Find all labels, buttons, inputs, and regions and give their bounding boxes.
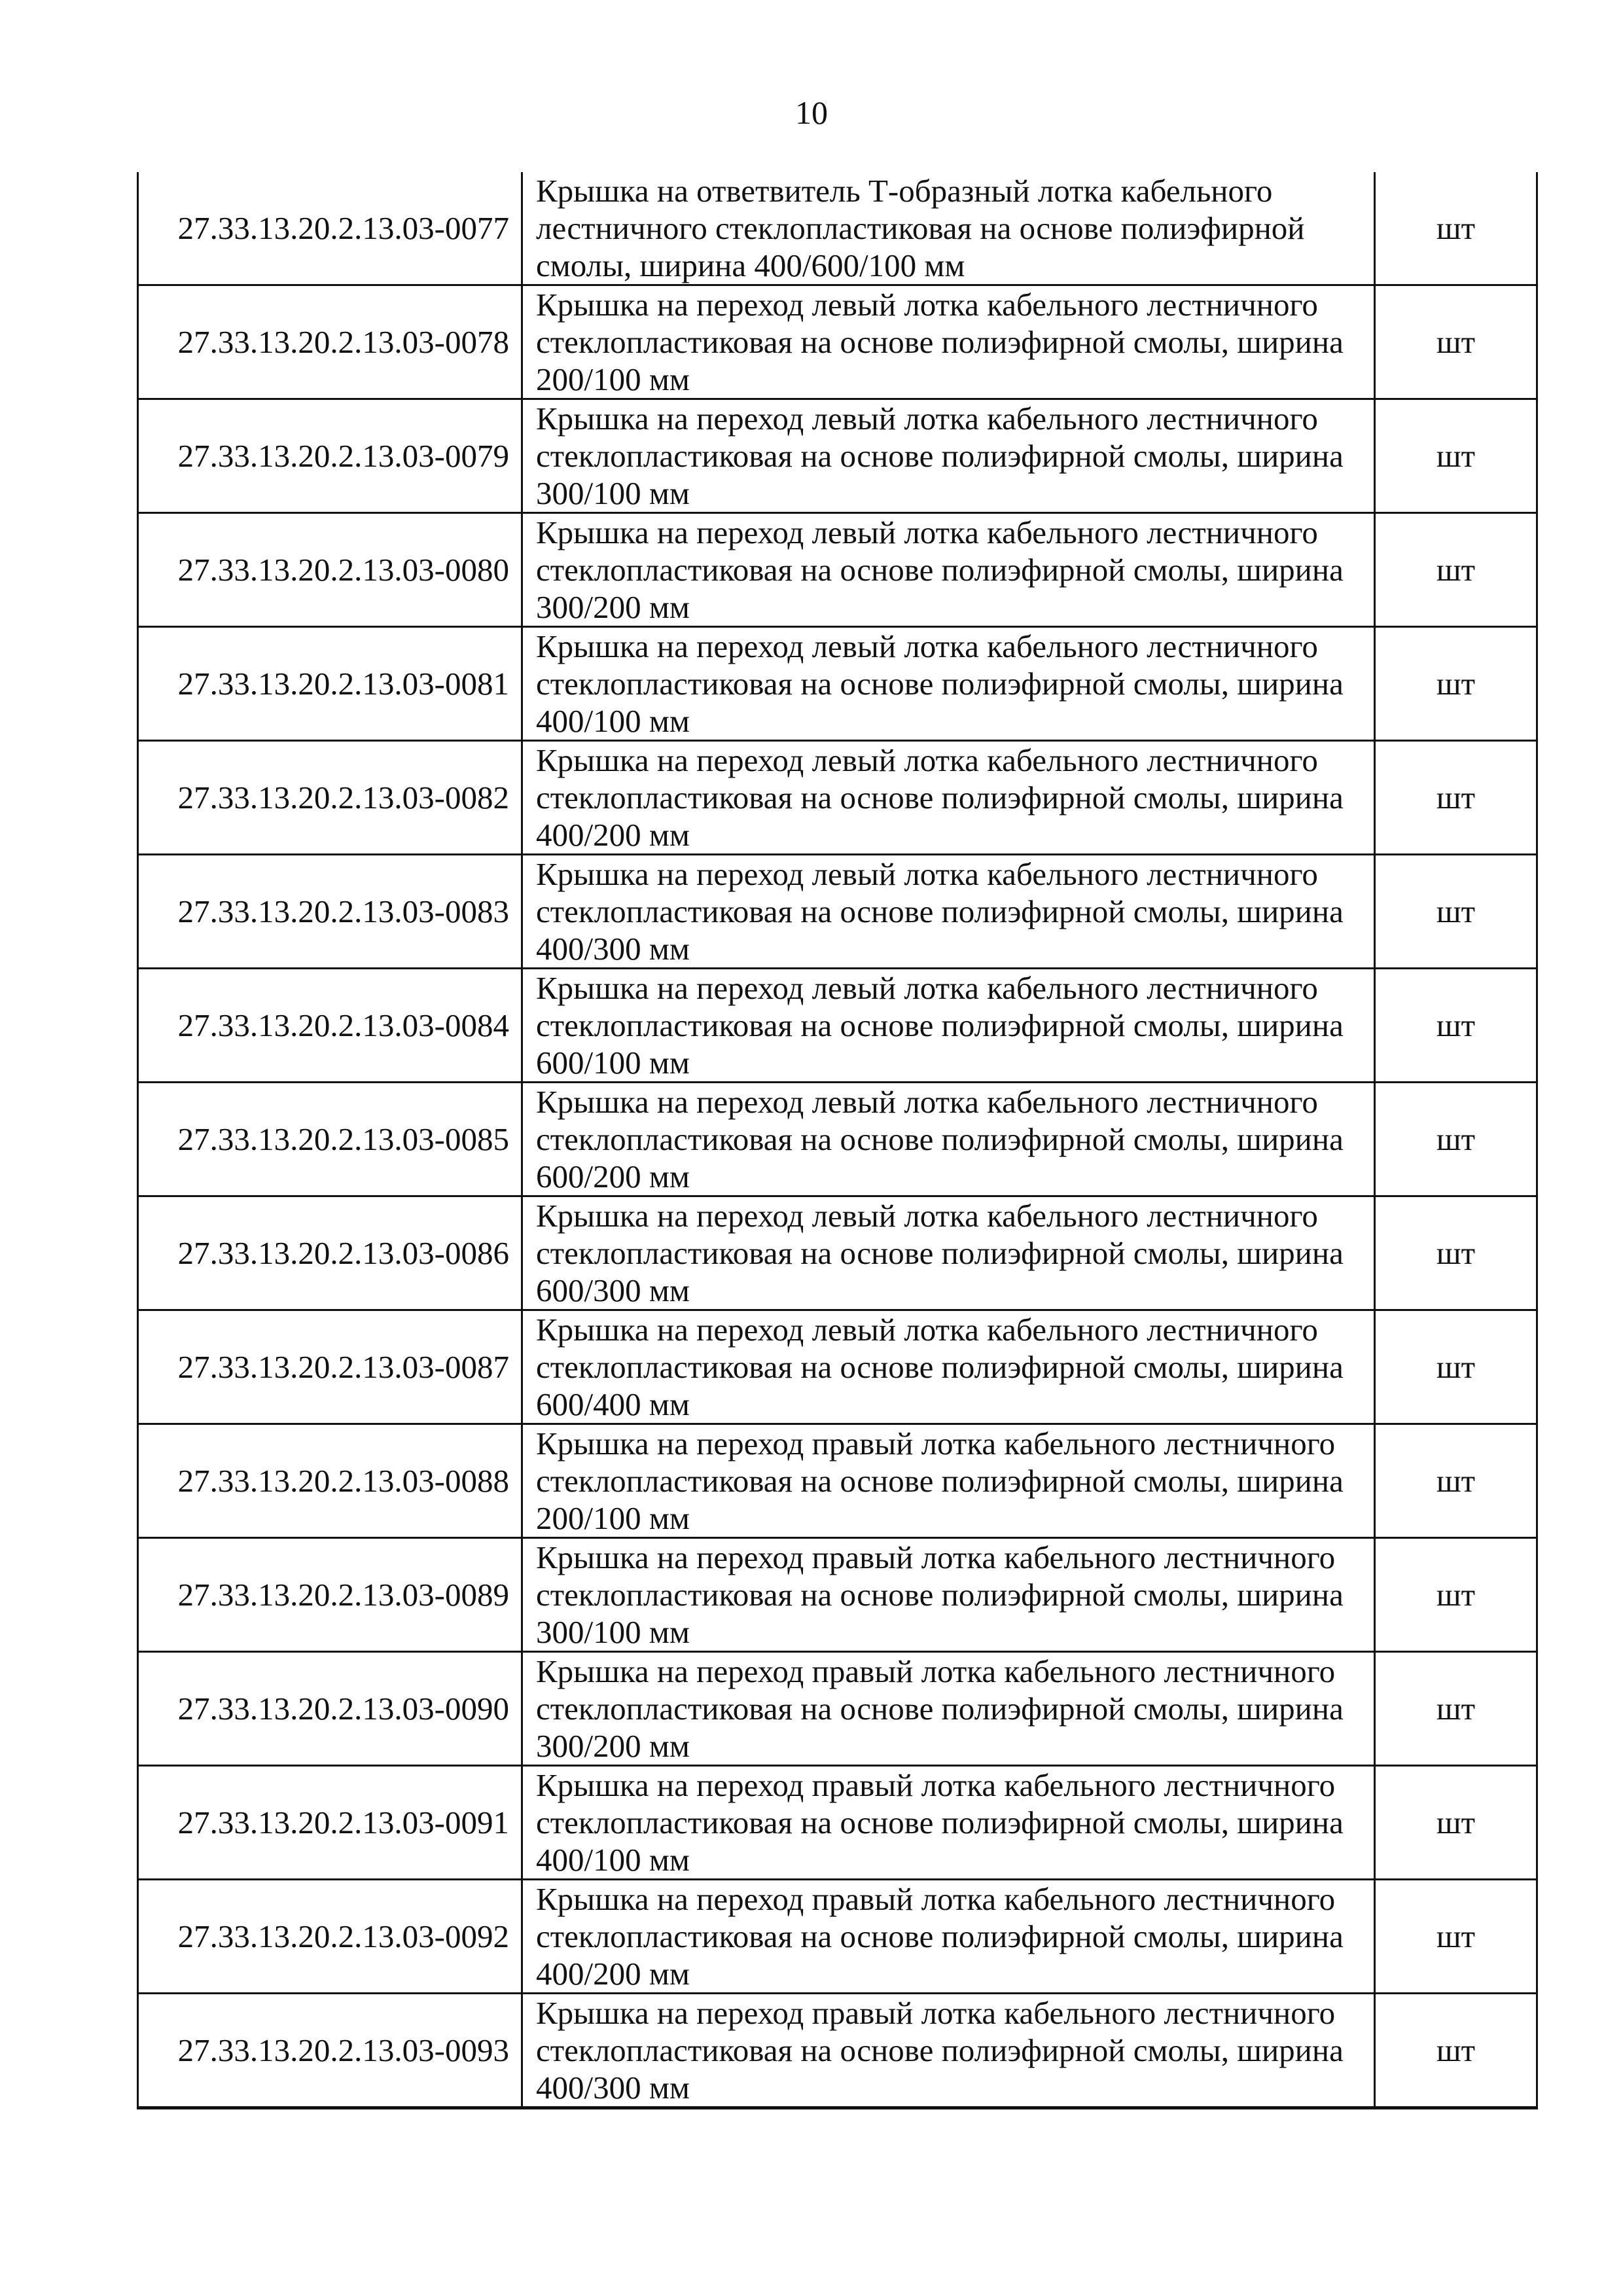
table-row [138,855,1537,969]
item-unit: шт [1375,1652,1537,1766]
item-unit: шт [1375,1083,1537,1196]
item-description: Крышка на переход правый лотка кабельного лестничного стеклопластиковая на основе полиэфирной смолы, ширина 400/300 мм [522,1994,1375,2108]
item-code: 27.33.13.20.2.13.03-0088 [138,1424,522,1538]
item-code: 27.33.13.20.2.13.03-0090 [138,1652,522,1766]
item-unit: шт [1375,513,1537,627]
table-row [138,969,1537,1083]
item-unit: шт [1375,1880,1537,1994]
item-code: 27.33.13.20.2.13.03-0092 [138,1880,522,1994]
table-row [138,285,1537,399]
item-code: 27.33.13.20.2.13.03-0089 [138,1538,522,1652]
item-description: Крышка на переход правый лотка кабельного лестничного стеклопластиковая на основе полиэфирной смолы, ширина 300/100 мм [522,1538,1375,1652]
table-row [138,741,1537,855]
item-unit: шт [1375,1538,1537,1652]
item-code: 27.33.13.20.2.13.03-0087 [138,1310,522,1424]
item-description: Крышка на переход левый лотка кабельного лестничного стеклопластиковая на основе полиэфирной смолы, ширина 600/300 мм [522,1196,1375,1310]
table-row [138,1310,1537,1424]
item-unit: шт [1375,172,1537,285]
item-description: Крышка на переход правый лотка кабельного лестничного стеклопластиковая на основе полиэфирной смолы, ширина 400/200 мм [522,1880,1375,1994]
item-unit: шт [1375,1310,1537,1424]
table-row [138,1424,1537,1538]
item-description: Крышка на переход левый лотка кабельного лестничного стеклопластиковая на основе полиэфирной смолы, ширина 300/100 мм [522,399,1375,513]
item-description: Крышка на переход левый лотка кабельного лестничного стеклопластиковая на основе полиэфирной смолы, ширина 400/300 мм [522,855,1375,969]
item-code: 27.33.13.20.2.13.03-0077 [138,172,522,285]
item-description: Крышка на переход правый лотка кабельного лестничного стеклопластиковая на основе полиэфирной смолы, ширина 200/100 мм [522,1424,1375,1538]
item-code: 27.33.13.20.2.13.03-0078 [138,285,522,399]
item-code: 27.33.13.20.2.13.03-0091 [138,1766,522,1880]
resource-table-body [138,172,1537,2108]
item-code: 27.33.13.20.2.13.03-0079 [138,399,522,513]
item-description: Крышка на переход правый лотка кабельного лестничного стеклопластиковая на основе полиэфирной смолы, ширина 400/100 мм [522,1766,1375,1880]
item-unit: шт [1375,969,1537,1083]
item-unit: шт [1375,855,1537,969]
table-row [138,1766,1537,1880]
item-code: 27.33.13.20.2.13.03-0093 [138,1994,522,2108]
item-code: 27.33.13.20.2.13.03-0083 [138,855,522,969]
item-description: Крышка на переход левый лотка кабельного лестничного стеклопластиковая на основе полиэфирной смолы, ширина 300/200 мм [522,513,1375,627]
item-unit: шт [1375,1424,1537,1538]
item-code: 27.33.13.20.2.13.03-0086 [138,1196,522,1310]
item-description: Крышка на переход левый лотка кабельного лестничного стеклопластиковая на основе полиэфирной смолы, ширина 400/200 мм [522,741,1375,855]
table-row [138,513,1537,627]
item-description: Крышка на переход левый лотка кабельного лестничного стеклопластиковая на основе полиэфирной смолы, ширина 600/200 мм [522,1083,1375,1196]
table-row [138,172,1537,285]
table-row [138,1994,1537,2108]
item-unit: шт [1375,627,1537,741]
item-code: 27.33.13.20.2.13.03-0080 [138,513,522,627]
table-row [138,1196,1537,1310]
item-code: 27.33.13.20.2.13.03-0085 [138,1083,522,1196]
item-description: Крышка на переход левый лотка кабельного лестничного стеклопластиковая на основе полиэфирной смолы, ширина 600/100 мм [522,969,1375,1083]
item-code: 27.33.13.20.2.13.03-0082 [138,741,522,855]
item-unit: шт [1375,285,1537,399]
item-unit: шт [1375,1196,1537,1310]
table-row [138,1880,1537,1994]
item-description: Крышка на ответвитель Т-образный лотка кабельного лестничного стеклопластиковая на основе полиэфирной смолы, ширина 400/600/100 мм [522,172,1375,285]
item-description: Крышка на переход левый лотка кабельного лестничного стеклопластиковая на основе полиэфирной смолы, ширина 200/100 мм [522,285,1375,399]
table-row [138,1652,1537,1766]
page-number: 10 [795,94,828,131]
table-row [138,627,1537,741]
table-row [138,1538,1537,1652]
item-description: Крышка на переход левый лотка кабельного лестничного стеклопластиковая на основе полиэфирной смолы, ширина 600/400 мм [522,1310,1375,1424]
table-row [138,399,1537,513]
item-description: Крышка на переход правый лотка кабельного лестничного стеклопластиковая на основе полиэфирной смолы, ширина 300/200 мм [522,1652,1375,1766]
item-unit: шт [1375,741,1537,855]
item-unit: шт [1375,1994,1537,2108]
item-unit: шт [1375,1766,1537,1880]
item-unit: шт [1375,399,1537,513]
item-description: Крышка на переход левый лотка кабельного лестничного стеклопластиковая на основе полиэфирной смолы, ширина 400/100 мм [522,627,1375,741]
resource-table [137,172,1538,2109]
table-row [138,1083,1537,1196]
item-code: 27.33.13.20.2.13.03-0084 [138,969,522,1083]
item-code: 27.33.13.20.2.13.03-0081 [138,627,522,741]
